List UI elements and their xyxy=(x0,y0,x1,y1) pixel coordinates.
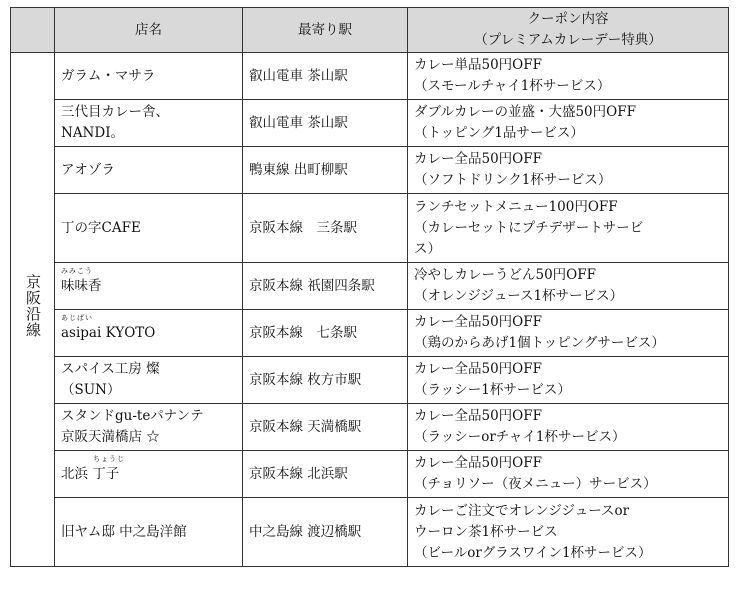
coupon-line: （ラッシーorチャイ1杯サービス） xyxy=(414,429,626,445)
coupon-line: （スモールチャイ1杯サービス） xyxy=(414,78,611,94)
shop-name: 丁の字CAFE xyxy=(61,219,141,236)
shop-name-with-ruby xyxy=(61,454,125,485)
shop-cell xyxy=(55,357,243,404)
coupon-line: ダブルカレーの並盛・大盛50円OFF xyxy=(414,104,636,120)
table-row xyxy=(11,451,729,498)
shop-cell xyxy=(55,263,243,310)
coupon-cell xyxy=(408,147,729,194)
table-row xyxy=(11,357,729,404)
shop-name: スタンドgu-teパナンテ xyxy=(61,408,204,424)
shop-cell xyxy=(55,498,243,567)
station-cell: 叡山電車 茶山駅 xyxy=(243,100,408,147)
coupon-line: カレーご注文でオレンジジュースor xyxy=(414,502,630,519)
header-shop: 店名 xyxy=(55,8,243,53)
header-blank xyxy=(11,8,55,53)
shop-name: アオゾラ xyxy=(61,161,115,178)
shop-name: 三代目カレー舎、 xyxy=(61,104,169,120)
shop-cell xyxy=(55,310,243,357)
coupon-line: ランチセットメニュー100円OFF xyxy=(414,198,618,215)
coupon-line: （ラッシー1杯サービス） xyxy=(414,382,571,398)
coupon-cell xyxy=(408,100,729,147)
region-label: 京阪沿線 xyxy=(24,274,42,338)
station-cell: 京阪本線 天満橋駅 xyxy=(243,404,408,451)
coupon-cell xyxy=(408,498,729,567)
region-cell xyxy=(11,53,55,567)
coupon-line: （トッピング1品サービス） xyxy=(414,125,584,141)
coupon-cell xyxy=(408,451,729,498)
coupon-cell xyxy=(408,53,729,100)
table-row xyxy=(11,100,729,147)
shop-cell xyxy=(55,451,243,498)
shop-ruby: みみこう xyxy=(61,266,93,275)
coupon-line: カレー全品50円OFF xyxy=(414,361,542,377)
coupon-table xyxy=(10,7,729,567)
table-row xyxy=(11,194,729,263)
table-row xyxy=(11,53,729,100)
station-cell: 京阪本線 枚方市駅 xyxy=(243,357,408,404)
shop-ruby: あじぱい xyxy=(61,313,93,322)
shop-cell xyxy=(55,404,243,451)
header-coupon xyxy=(408,8,729,53)
shop-name-line2: NANDI。 xyxy=(61,125,125,141)
table-row xyxy=(11,498,729,567)
coupon-line: （ビールorグラスワイン1杯サービス） xyxy=(414,544,652,561)
coupon-line: カレー全品50円OFF xyxy=(414,408,542,424)
table-row xyxy=(11,404,729,451)
shop-ruby: ちょうじ xyxy=(93,454,125,463)
station-cell: 中之島線 渡辺橋駅 xyxy=(243,498,408,567)
shop-name: 味味香 xyxy=(61,277,102,294)
station-cell: 京阪本線 北浜駅 xyxy=(243,451,408,498)
shop-cell xyxy=(55,53,243,100)
coupon-line: （オレンジジュース1杯サービス） xyxy=(414,288,624,304)
shop-cell xyxy=(55,194,243,263)
header-station: 最寄り駅 xyxy=(243,8,408,53)
shop-name: asipai KYOTO xyxy=(61,324,156,341)
shop-name-with-ruby xyxy=(61,266,102,297)
coupon-line: 冷やしカレーうどん50円OFF xyxy=(414,267,596,283)
shop-name: 旧ヤム邸 中之島洋館 xyxy=(61,523,187,540)
shop-name: ガラム・マサラ xyxy=(61,67,156,84)
shop-name-line2: 京阪天満橋店 ☆ xyxy=(61,429,160,445)
shop-name: 北浜 丁子 xyxy=(61,465,120,482)
table-row xyxy=(11,147,729,194)
shop-cell xyxy=(55,100,243,147)
station-cell: 叡山電車 茶山駅 xyxy=(243,53,408,100)
shop-name-with-ruby xyxy=(61,313,156,344)
header-row xyxy=(11,8,729,53)
station-cell: 京阪本線 七条駅 xyxy=(243,310,408,357)
table-row xyxy=(11,263,729,310)
header-coupon-title: クーポン内容 xyxy=(527,11,609,27)
station-cell: 鴨東線 出町柳駅 xyxy=(243,147,408,194)
coupon-cell xyxy=(408,194,729,263)
coupon-cell xyxy=(408,357,729,404)
coupon-line: カレー全品50円OFF xyxy=(414,455,542,471)
coupon-line: カレー全品50円OFF xyxy=(414,151,542,167)
coupon-line: カレー単品50円OFF xyxy=(414,57,542,73)
coupon-line: （鶏のからあげ1個トッピングサービス） xyxy=(414,335,665,351)
coupon-line: ス） xyxy=(414,240,441,257)
shop-cell xyxy=(55,147,243,194)
coupon-line: ウーロン茶1杯サービス xyxy=(414,523,558,540)
coupon-cell xyxy=(408,263,729,310)
station-cell: 京阪本線 祇園四条駅 xyxy=(243,263,408,310)
station-cell: 京阪本線 三条駅 xyxy=(243,194,408,263)
coupon-cell xyxy=(408,404,729,451)
shop-name: スパイス工房 燦 xyxy=(61,361,160,377)
coupon-line: （チョリソー（夜メニュー）サービス） xyxy=(414,476,657,492)
shop-name-line2: （SUN） xyxy=(61,382,121,398)
coupon-line: （カレーセットにプチデザートサービ xyxy=(414,219,644,236)
coupon-line: カレー全品50円OFF xyxy=(414,314,542,330)
table-row xyxy=(11,310,729,357)
coupon-cell xyxy=(408,310,729,357)
header-coupon-subtitle: （プレミアムカレーデー特典） xyxy=(474,32,662,48)
coupon-line: （ソフトドリンク1杯サービス） xyxy=(414,172,612,188)
